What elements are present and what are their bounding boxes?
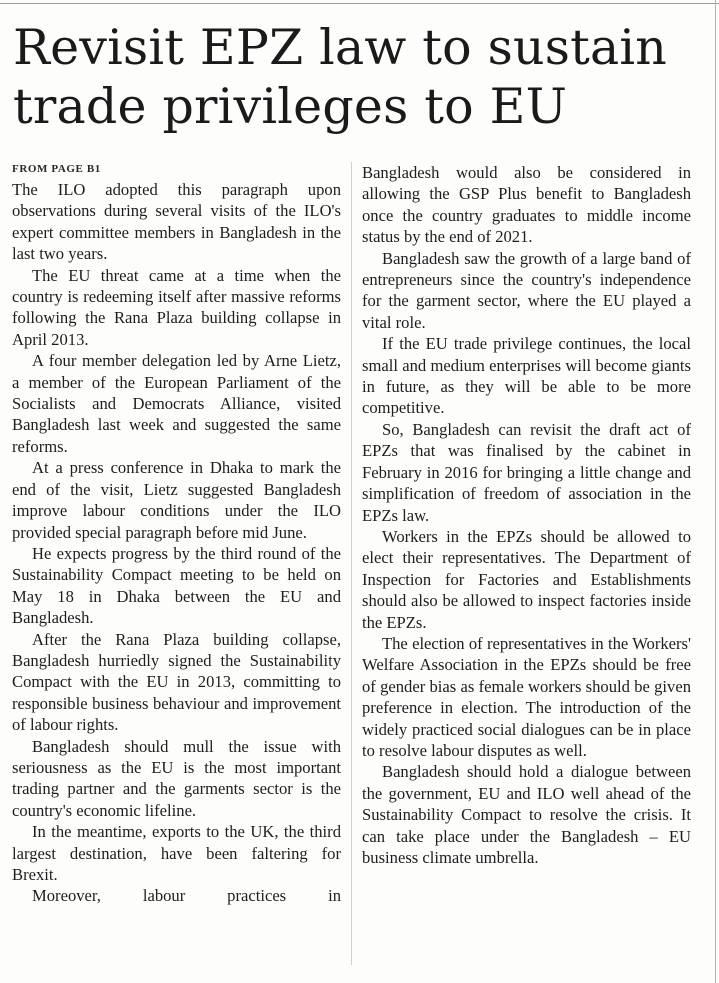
paragraph: So, Bangladesh can revisit the draft act of EPZs that was finalised by the cabinet in February in 2016 for bringing a little change and simplification of freedom of association in the EPZs law. (362, 419, 691, 525)
paragraph: Bangladesh saw the growth of a large band of entrepreneurs since the country's independence for the garment sector, where the EU played a vital role. (362, 248, 691, 332)
column-divider (351, 162, 352, 965)
paragraph: Workers in the EPZs should be allowed to elect their representatives. The Department of Inspection for Factories and Establishments should also be allowed to inspect factories inside the EPZs. (362, 526, 691, 632)
right-edge-rule (715, 0, 716, 983)
paragraph: Bangladesh would also be considered in allowing the GSP Plus benefit to Bangladesh once the country graduates to middle income status by the end of 2021. (362, 163, 691, 247)
paragraph: He expects progress by the third round of the Sustainability Compact meeting to be held on May 18 in Dhaka between the EU and Bangladesh. (12, 543, 341, 628)
paragraph: Bangladesh should hold a dialogue between the government, EU and ILO well ahead of the Sustainability Compact to resolve the crisis. It can take place under the Bangladesh – EU business climate umbrella. (362, 762, 691, 867)
paragraph: The election of representatives in the Workers' Welfare Association in the EPZs should be free of gender bias as female workers should be given preference in election. The introduction of the widely practiced social dialogues can be in place to resolve labour disputes as well. (362, 633, 691, 760)
paragraph: A four member delegation led by Arne Lietz, a member of the European Parliament of the Socialists and Democrats Alliance, visited Bangladesh last week and suggested the same reforms. (12, 351, 341, 456)
paragraph: Bangladesh should mull the issue with seriousness as the EU is the most important trading partner and the garments sector is the country's economic lifeline. (12, 736, 341, 820)
left-column (12, 160, 341, 907)
paragraph: Moreover, labour practices in (32, 886, 341, 906)
headline: Revisit EPZ law to sustain trade privileges to EU (13, 19, 668, 135)
paragraph: The ILO adopted this paragraph upon observations during several visits of the ILO's expert committee members in Bangladesh in the last two years. (12, 180, 341, 264)
paragraph: In the meantime, exports to the UK, the third largest destination, have been faltering for Brexit. (12, 822, 341, 884)
paragraph: If the EU trade privilege continues, the local small and medium enterprises will become giants in future, as they will be able to be more competitive. (362, 334, 691, 418)
right-column (362, 162, 691, 868)
jump-kicker: FROM PAGE B1 (12, 163, 101, 175)
paragraph: The EU threat came at a time when the country is redeeming itself after massive reforms following the Rana Plaza building collapse in April 2013. (12, 265, 341, 349)
paragraph: At a press conference in Dhaka to mark the end of the visit, Lietz suggested Bangladesh improve labour conditions under the ILO provided special paragraph before mid June. (12, 458, 341, 542)
top-rule (0, 3, 719, 4)
paragraph: After the Rana Plaza building collapse, Bangladesh hurriedly signed the Sustainability Compact with the EU in 2013, committing to responsible business behaviour and improvement of labour rights. (12, 629, 341, 735)
